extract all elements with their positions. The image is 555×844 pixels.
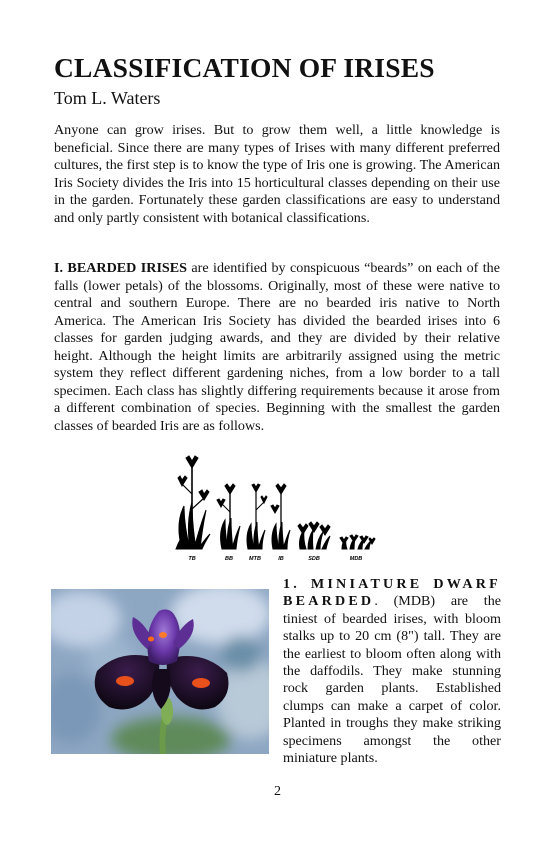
class-label-bb: BB	[225, 556, 233, 562]
miniature-dwarf-bearded-heading: 1. MINIATURE DWARF BEARDED	[283, 576, 501, 610]
bearded-iris-height-classes-illustration	[170, 454, 382, 564]
bb-plant-silhouette	[217, 484, 240, 549]
page-title: CLASSIFICATION OF IRISES	[54, 52, 435, 83]
intro-paragraph: Anyone can grow irises. But to grow them well, a little knowledge is beneficial. Since there are many types of Irises with many different preferred cultures, the first step is to know the type of Iris one is growing. The American Iris Society divides the Iris into 15 horticultural classes depending on their use in the garden. Fortunately these garden classifications are easy to understand and only partly consistent with botanical classifications.	[54, 122, 500, 226]
class-label-sdb: SDB	[308, 556, 320, 562]
page-number: 2	[274, 784, 281, 799]
author-name: Tom L. Waters	[54, 88, 161, 108]
mtb-plant-silhouette	[247, 484, 267, 549]
class-label-tb: TB	[188, 556, 196, 562]
miniature-dwarf-bearded-paragraph	[283, 576, 501, 767]
miniature-dwarf-iris-photo	[51, 589, 269, 754]
bearded-irises-body: are identified by conspicuous “beards” on each of the falls (lower petals) of the blossoms. Originally, most of these were native to central and southern Europe. There are no bearded iris native to North America. The American Iris Society has divided the bearded irises into 6 classes for garden judging awards, and they are divided by their relative height. Although the height limits are arbitrarily assigned using the metric system they reflect different gardening niches, from a low border to a tall specimen. Each class has slightly differing requirements because it arose from a different combination of species. Beginning with the smallest the garden classes of bearded Iris are as follows.	[54, 260, 500, 434]
ib-plant-silhouette	[271, 484, 290, 549]
bearded-irises-paragraph	[54, 260, 500, 435]
class-label-mtb: MTB	[249, 556, 261, 562]
class-label-mdb: MDB	[349, 556, 363, 562]
class-label-ib: IB	[278, 556, 284, 562]
bearded-irises-heading: I. BEARDED IRISES	[54, 260, 187, 276]
miniature-dwarf-bearded-body: . (MDB) are the tiniest of bearded irises, with bloom stalks up to 20 cm (8") tall. They are the earliest to bloom often along with the daffodils. They make stunning rock garden plants. Established clumps can make a carpet of color. Planted in troughs they make striking specimens amongst the other miniature plants.	[283, 593, 501, 767]
tb-plant-silhouette	[176, 456, 210, 549]
mdb-plant-silhouette	[340, 535, 375, 549]
sdb-plant-silhouette	[298, 522, 330, 549]
